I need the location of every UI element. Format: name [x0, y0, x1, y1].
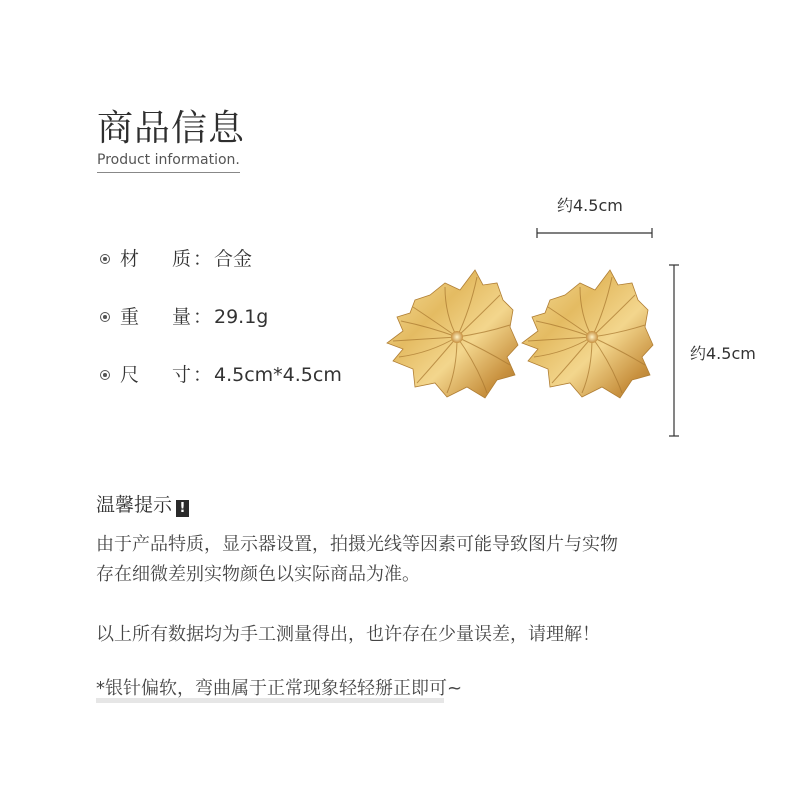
bullet-icon: [100, 370, 110, 380]
spec-value: 合金: [214, 248, 253, 270]
notice-paragraph-3: *银针偏软，弯曲属于正常现象轻轻掰正即可~: [96, 678, 463, 699]
notice-heading: [96, 490, 189, 517]
spec-colon: ：: [193, 364, 213, 386]
spec-key-char1: 尺: [120, 364, 140, 386]
spec-value: 4.5cm*4.5cm: [214, 364, 342, 386]
notice-title: 温馨提示: [96, 494, 173, 516]
spec-key-char2: 寸: [172, 364, 192, 386]
notice-paragraph-2: 以上所有数据均为手工测量得出，也许存在少量误差，请理解！: [96, 624, 600, 645]
notice-line: 存在细微差别实物颜色以实际商品为准。: [96, 564, 420, 585]
width-dimension-line: [530, 226, 660, 240]
width-dimension-label: 约4.5cm: [557, 196, 623, 215]
earring-left: [387, 270, 518, 398]
spec-colon: ：: [193, 248, 213, 270]
spec-key-char2: 量: [172, 306, 192, 328]
bullet-icon: [100, 254, 110, 264]
notice-line: 由于产品特质，显示器设置，拍摄光线等因素可能导致图片与实物: [96, 534, 618, 555]
exclamation-icon: !: [176, 500, 189, 517]
subtitle-underline: [97, 172, 240, 173]
earring-right: [522, 270, 653, 398]
page-subtitle: Product information.: [97, 152, 240, 168]
spec-value: 29.1g: [214, 306, 269, 328]
earrings-image: [385, 265, 660, 405]
height-dimension-label: 约4.5cm: [690, 344, 756, 363]
spec-key-char1: 材: [120, 248, 140, 270]
bullet-icon: [100, 312, 110, 322]
spec-key-char2: 质: [172, 248, 192, 270]
spec-colon: ：: [193, 306, 213, 328]
page-title: 商品信息: [97, 108, 246, 149]
notice-paragraph-1: [96, 530, 618, 590]
height-dimension-line: [666, 262, 682, 442]
spec-key-char1: 重: [120, 306, 140, 328]
